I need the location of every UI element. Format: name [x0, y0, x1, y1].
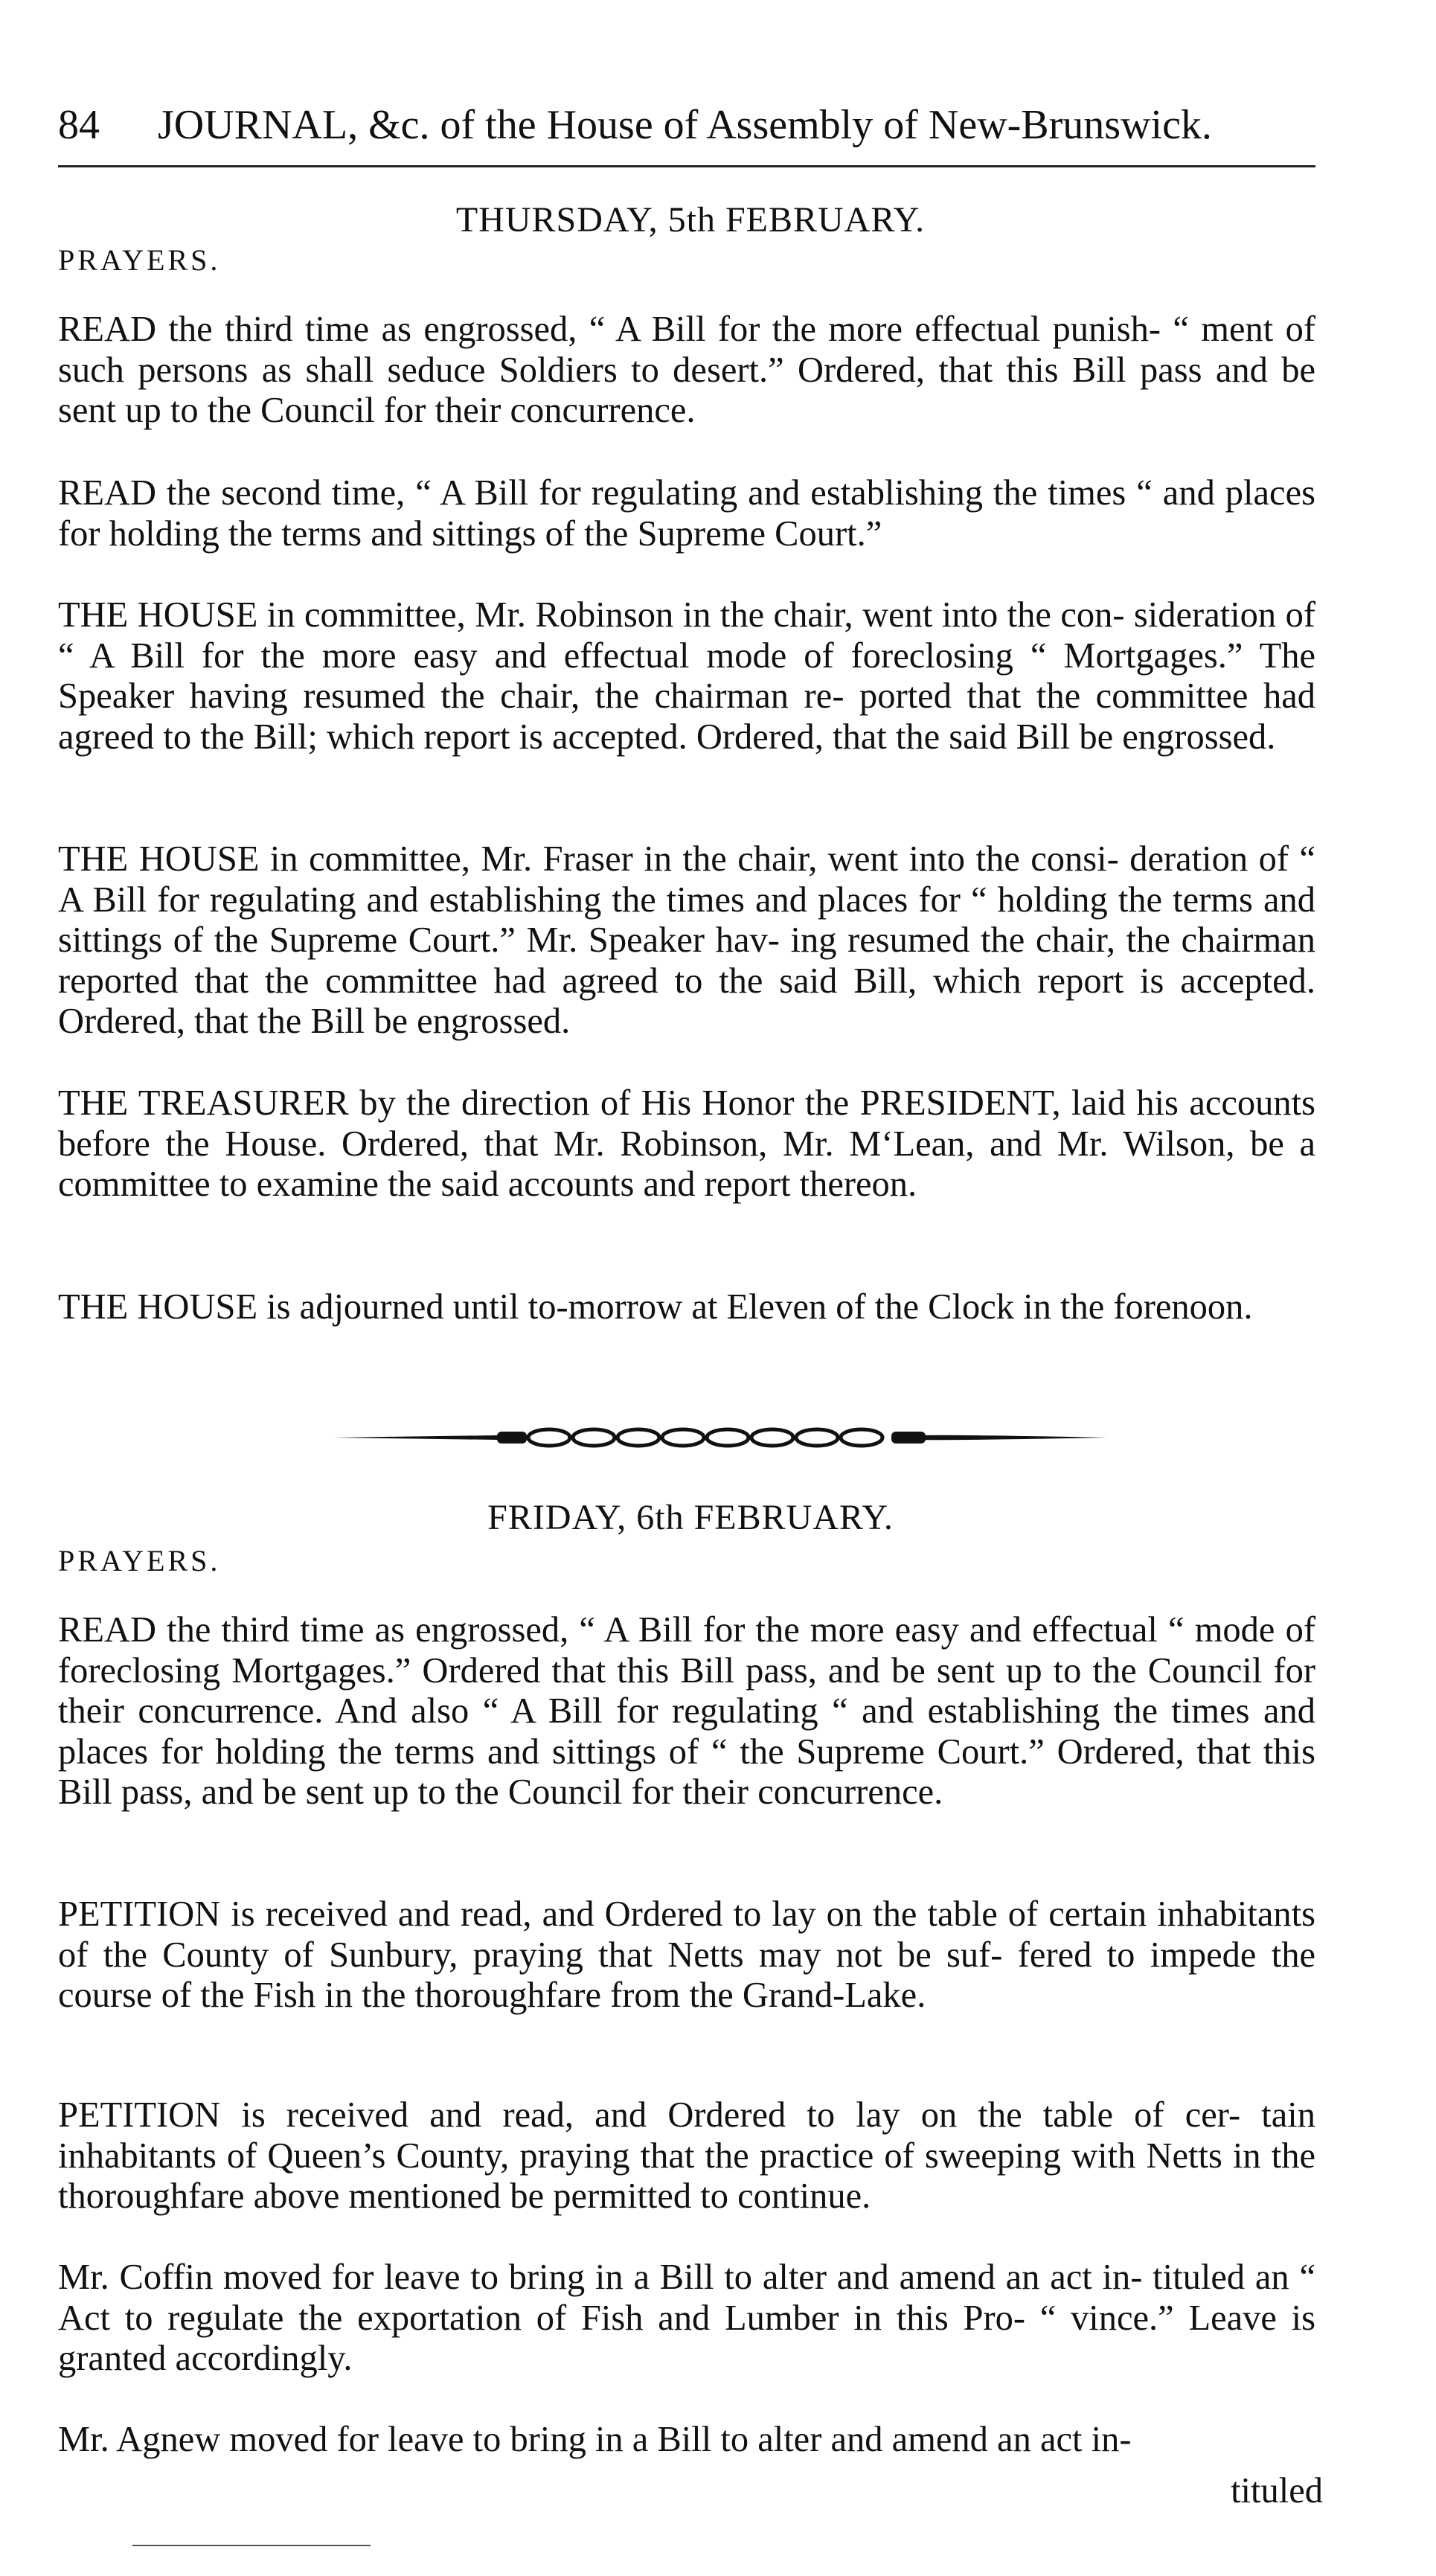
- catchword: tituled: [1231, 2471, 1323, 2511]
- running-head: [58, 95, 1323, 155]
- thursday-prayers: PRAYERS.: [58, 243, 221, 277]
- ornament-divider: [326, 1423, 1115, 1452]
- friday-entry-2: PETITION is received and read, and Ordered to lay on the table of certain inhabitants of the County of Sunbury, praying that Netts may not be suf- fered to impede the course of the Fish in the thoroughfare from the Grand-Lake.: [58, 1894, 1315, 2016]
- thursday-entry-2: READ the second time, “ A Bill for regulating and establishing the times “ and places for holding the terms and sittings of the Supreme Court.”: [58, 473, 1315, 554]
- friday-entry-5: Mr. Agnew moved for leave to bring in a Bill to alter and amend an act in-: [58, 2420, 1132, 2459]
- friday-entry-3: PETITION is received and read, and Ordered to lay on the table of cer- tain inhabitants of Queen’s County, praying that the practice of sweeping with Netts in the thoroughfare above mentioned be permitted to continue.: [58, 2095, 1315, 2217]
- thursday-entry-3: THE HOUSE in committee, Mr. Robinson in the chair, went into the con- sideration of “ A Bill for the more easy and effectual mode of foreclosing “ Mortgages.” The Speaker having resumed the chair, the chairman re- ported that the committee had agreed to the Bill; which report is accepted. Ordered, that the said Bill be engrossed.: [58, 595, 1315, 757]
- friday-entry-4: Mr. Coffin moved for leave to bring in a Bill to alter and amend an act in- tituled an “ Act to regulate the exportation of Fish and Lumber in this Pro- “ vince.” Leave is granted accordingly.: [58, 2258, 1315, 2379]
- thursday-entry-6: THE HOUSE is adjourned until to-morrow at Eleven of the Clock in the forenoon.: [58, 1287, 1253, 1327]
- page-number: 84: [58, 102, 100, 148]
- thursday-entry-4: THE HOUSE in committee, Mr. Fraser in the chair, went into the consi- deration of “ A Bill for regulating and establishing the times and places for “ holding the terms and sittings of the Supreme Court.” Mr. Speaker hav- ing resumed the chair, the chairman reported that the committee had agreed to the said Bill, which report is accepted. Ordered, that the Bill be engrossed.: [58, 839, 1315, 1042]
- journal-page: [58, 0, 1323, 2576]
- header-rule: [58, 165, 1315, 167]
- thursday-heading: THURSDAY, 5th FEBRUARY.: [455, 200, 926, 240]
- running-title: JOURNAL, &c. of the House of Assembly of New-Brunswick.: [158, 102, 1212, 148]
- friday-entry-1: READ the third time as engrossed, “ A Bill for the more easy and effectual “ mode of foreclosing Mortgages.” Ordered that this Bill pass, and be sent up to the Council for their concurrence. And also “ A Bill for regulating “ and establishing the times and places for holding the terms and sittings of “ the Supreme Court.” Ordered, that this Bill pass, and be sent up to the Council for their concurrence.: [58, 1610, 1315, 1813]
- friday-heading: FRIDAY, 6th FEBRUARY.: [487, 1498, 894, 1537]
- thursday-entry-1: READ the third time as engrossed, “ A Bill for the more effectual punish- “ ment of such persons as shall seduce Soldiers to desert.” Ordered, that this Bill pass and be sent up to the Council for their concurrence.: [58, 310, 1315, 431]
- footer-rule: [132, 2545, 371, 2546]
- friday-prayers: PRAYERS.: [58, 1544, 221, 1577]
- thursday-entry-5: THE TREASURER by the direction of His Honor the PRESIDENT, laid his accounts before the House. Ordered, that Mr. Robinson, Mr. M‘Lean, and Mr. Wilson, be a committee to examine the said accounts and report thereon.: [58, 1083, 1315, 1205]
